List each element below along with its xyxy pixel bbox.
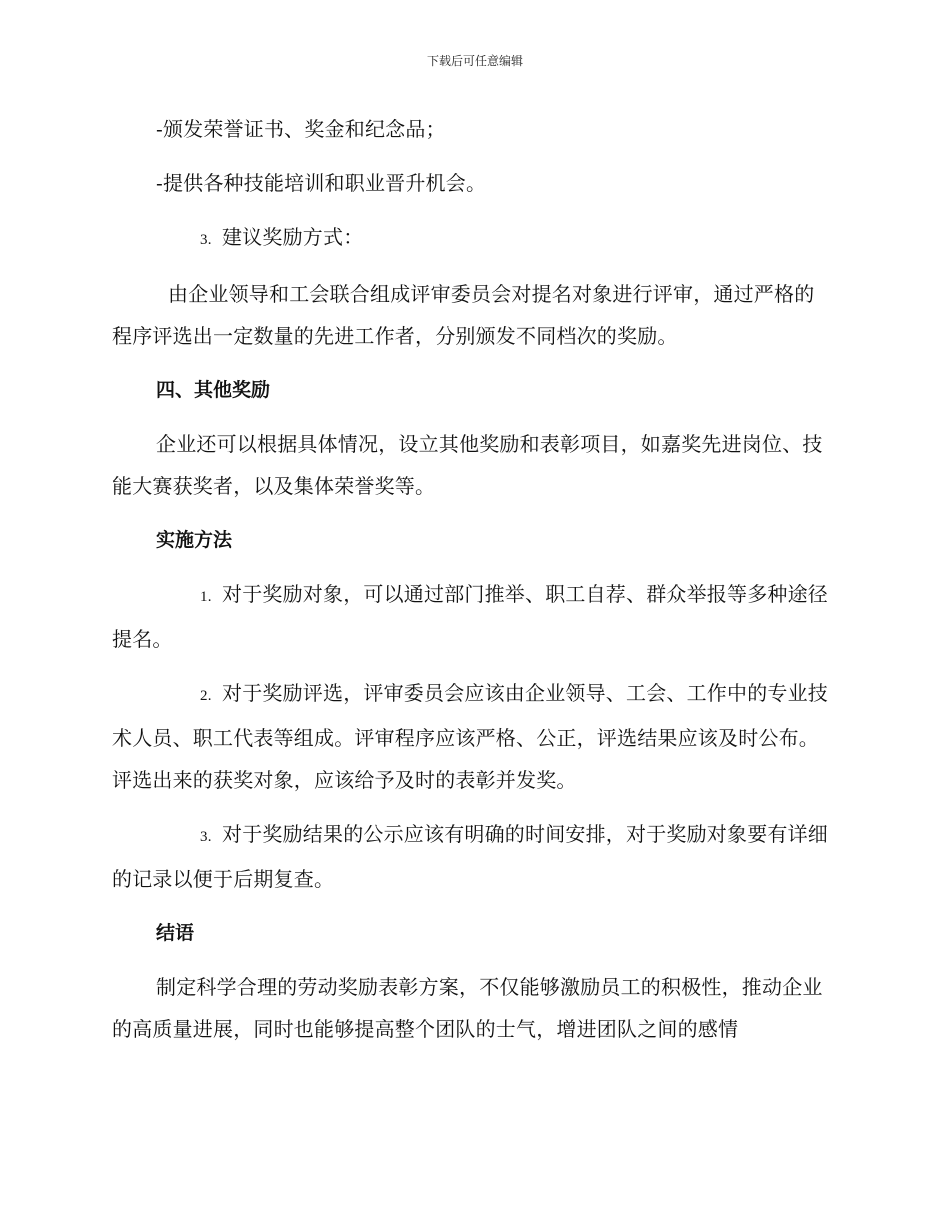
section-heading-implementation: 实施方法 bbox=[156, 529, 233, 551]
list-item-method-2 bbox=[112, 672, 834, 801]
list-text: 对于奖励对象，可以通过部门推举、职工自荐、群众举报等多种途径提名。 bbox=[112, 582, 828, 651]
paragraph-other-rewards: 企业还可以根据具体情况，设立其他奖励和表彰项目，如嘉奖先进岗位、技能大赛获奖者，以及集体荣誉奖等。 bbox=[112, 432, 823, 498]
section-heading-conclusion: 结语 bbox=[156, 922, 195, 944]
document-body bbox=[112, 108, 834, 1062]
list-number: 3. bbox=[200, 829, 212, 845]
list-number: 1. bbox=[200, 589, 212, 605]
list-text: 对于奖励结果的公示应该有明确的时间安排，对于奖励对象要有详细的记录以便于后期复查。 bbox=[112, 822, 828, 891]
paragraph-conclusion: 制定科学合理的劳动奖励表彰方案，不仅能够激励员工的积极性，推动企业的高质量进展，同时也能够提高整个团队的士气，增进团队之间的感情 bbox=[112, 975, 823, 1041]
section-heading-other-rewards: 四、其他奖励 bbox=[156, 379, 271, 401]
bullet-item-training: -提供各种技能培训和职业晋升机会。 bbox=[156, 171, 487, 195]
list-item-method-3 bbox=[112, 813, 834, 900]
list-text: 建议奖励方式： bbox=[222, 225, 364, 249]
paragraph-review: 由企业领导和工会联合组成评审委员会对提名对象进行评审，通过严格的程序评选出一定数量的先进工作者，分别颁发不同档次的奖励。 bbox=[112, 282, 815, 348]
list-number: 2. bbox=[200, 688, 212, 704]
list-number: 3. bbox=[200, 232, 212, 248]
page-header: 下载后可任意编辑 bbox=[426, 54, 523, 68]
list-text: 对于奖励评选，评审委员会应该由企业领导、工会、工作中的专业技术人员、职工代表等组成。评审程序应该严格、公正，评选结果应该及时公布。评选出来的获奖对象，应该给予及时的表彰并发奖。 bbox=[112, 681, 828, 792]
list-item-method-1 bbox=[112, 573, 834, 660]
list-item-reward-method bbox=[112, 216, 834, 261]
bullet-item-certificates: -颁发荣誉证书、奖金和纪念品； bbox=[156, 117, 446, 141]
